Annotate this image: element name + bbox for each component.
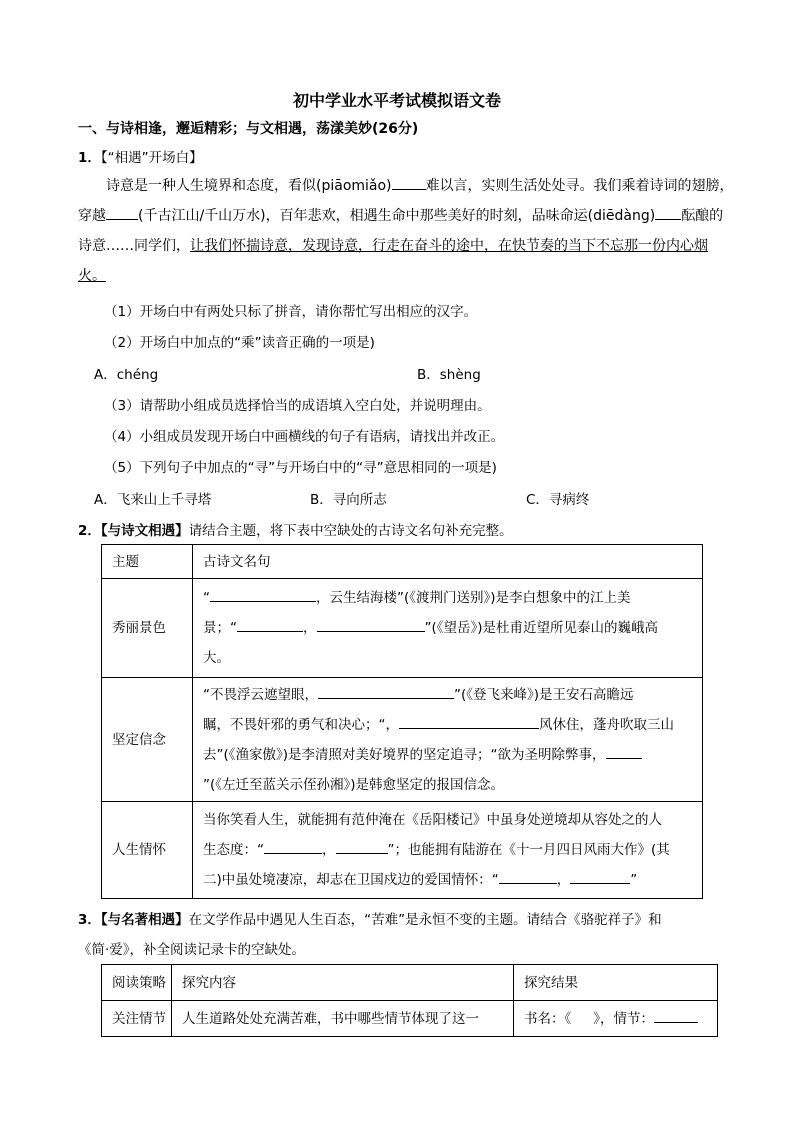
sub-question-1: （1）开场白中有两处只标了拼音，请你帮忙写出相应的汉字。 [104,304,478,320]
answer-blank[interactable] [499,869,557,884]
answer-blank[interactable] [106,205,138,220]
question-2-heading [78,519,513,539]
section-heading: 一、与诗相逢，邂逅精彩；与文相遇，荡漾美妙(26分) [78,121,419,137]
sub-question-4: （4）小组成员发现开场白中画横线的句子有语病，请找出并改正。 [104,429,505,445]
question-1-heading [78,146,203,166]
passage-line: 诗意……同学们，让我们怀揣诗意，发现诗意，行走在奋斗的途中，在快节奏的当下不忘那一份内心烟 [78,238,708,254]
passage-line: 穿越 (千古江山/千山万水)，百年悲欢，相遇生命中那些美好的时刻，品味命运(diēdàng) 酝酿的 [78,201,724,231]
question-number: 3． [78,912,101,928]
theme-cell: 人生情怀 [102,802,193,899]
question-text: 请结合主题，将下表中空缺处的古诗文名句补充完整。 [188,523,513,539]
question-number: 1． [78,150,101,166]
reading-record-table [101,964,718,1037]
answer-blank[interactable] [654,1008,698,1023]
answer-blank[interactable] [336,839,388,854]
option-a[interactable]: A．飞来山上千寻塔 [94,492,212,508]
option-b[interactable]: B．shèng [417,367,481,383]
table-header: 探究内容 [172,965,514,1001]
content-cell: 人生道路处处充满苦难，书中哪些情节体现了这一 [172,1001,514,1037]
question-3-heading [78,908,662,928]
question-text: 《简·爱》，补全阅读记录卡的空缺处。 [78,942,306,958]
table-header: 主题 [102,545,193,579]
answer-blank[interactable] [399,714,539,729]
verse-cell: “ ，云生结海楼”(《渡荆门送别》)是李白想象中的江上美 景；“ ， ”(《望岳》)是杜甫近望所见泰山的巍峨高 大。 [193,579,703,678]
theme-cell: 秀丽景色 [102,579,193,678]
strategy-cell: 关注情节 [102,1001,172,1037]
table-header: 古诗文名句 [193,545,703,579]
table-header: 探究结果 [514,965,718,1001]
table-row [102,678,703,802]
page-title: 初中学业水平考试模拟语文卷 [292,91,501,110]
answer-blank[interactable] [210,587,316,602]
answer-blank[interactable] [570,869,630,884]
question-tag: 【与名著相遇】 [100,912,189,928]
question-text: 在文学作品中遇见人生百态，“苦难”是永恒不变的主题。请结合《骆驼祥子》和 [188,912,662,928]
question-number: 2． [78,523,101,539]
option-b[interactable]: B．寻向所志 [310,492,387,508]
answer-blank[interactable] [392,175,426,190]
poetry-table [101,544,703,899]
answer-blank[interactable] [264,839,322,854]
result-cell: 书名：《 》，情节： [514,1001,718,1037]
answer-blank[interactable] [655,205,681,220]
answer-blank[interactable] [606,744,642,759]
passage-line: 诗意是一种人生境界和态度，看似(piāomiǎo) 难以言，实则生活处处寻。我们乘着诗词的翅膀， [78,171,724,201]
question-tag: 【与诗文相遇】 [100,523,189,539]
sub-question-2: （2）开场白中加点的“乘”读音正确的一项是) [104,335,375,351]
theme-cell: 坚定信念 [102,678,193,802]
table-row [102,579,703,678]
option-a[interactable]: A．chéng [94,367,159,383]
verse-cell: 当你笑看人生，就能拥有范仲淹在《岳阳楼记》中虽身处逆境却从容处之的人 生态度：“ ， ”；也能拥有陆游在《十一月四日风雨大作》(其 二)中虽处境凄凉，却志在卫国戍边的爱国情怀：“ ， ” [193,802,703,899]
table-header: 阅读策略 [102,965,172,1001]
table-row [102,1001,718,1037]
sub-question-5: （5）下列句子中加点的“寻”与开场白中的“寻”意思相同的一项是) [104,460,497,476]
sub-question-3: （3）请帮助小组成员选择恰当的成语填入空白处，并说明理由。 [104,398,491,414]
opening-passage [78,171,734,291]
verse-cell: “不畏浮云遮望眼， ”(《登飞来峰》)是王安石高瞻远 瞩，不畏奸邪的勇气和决心；“， 风休住，蓬舟吹取三山 去”(《渔家傲》)是李清照对美好境界的坚定追寻；“欲为圣明除弊事， ”(《左迁至蓝关示侄孙湘》)是韩愈坚定的报国信念。 [193,678,703,802]
underlined-sentence: 让我们怀揣诗意，发现诗意，行走在奋斗的途中，在快节奏的当下不忘那一份内心烟 [190,238,708,254]
answer-blank[interactable] [317,617,425,632]
question-tag: 【“相遇”开场白】 [100,150,203,166]
underlined-sentence: 火。 [78,268,106,284]
option-c[interactable]: C．寻病终 [526,492,590,508]
passage-line [78,261,724,291]
answer-blank[interactable] [318,684,454,699]
table-row [102,802,703,899]
answer-blank[interactable] [237,617,303,632]
